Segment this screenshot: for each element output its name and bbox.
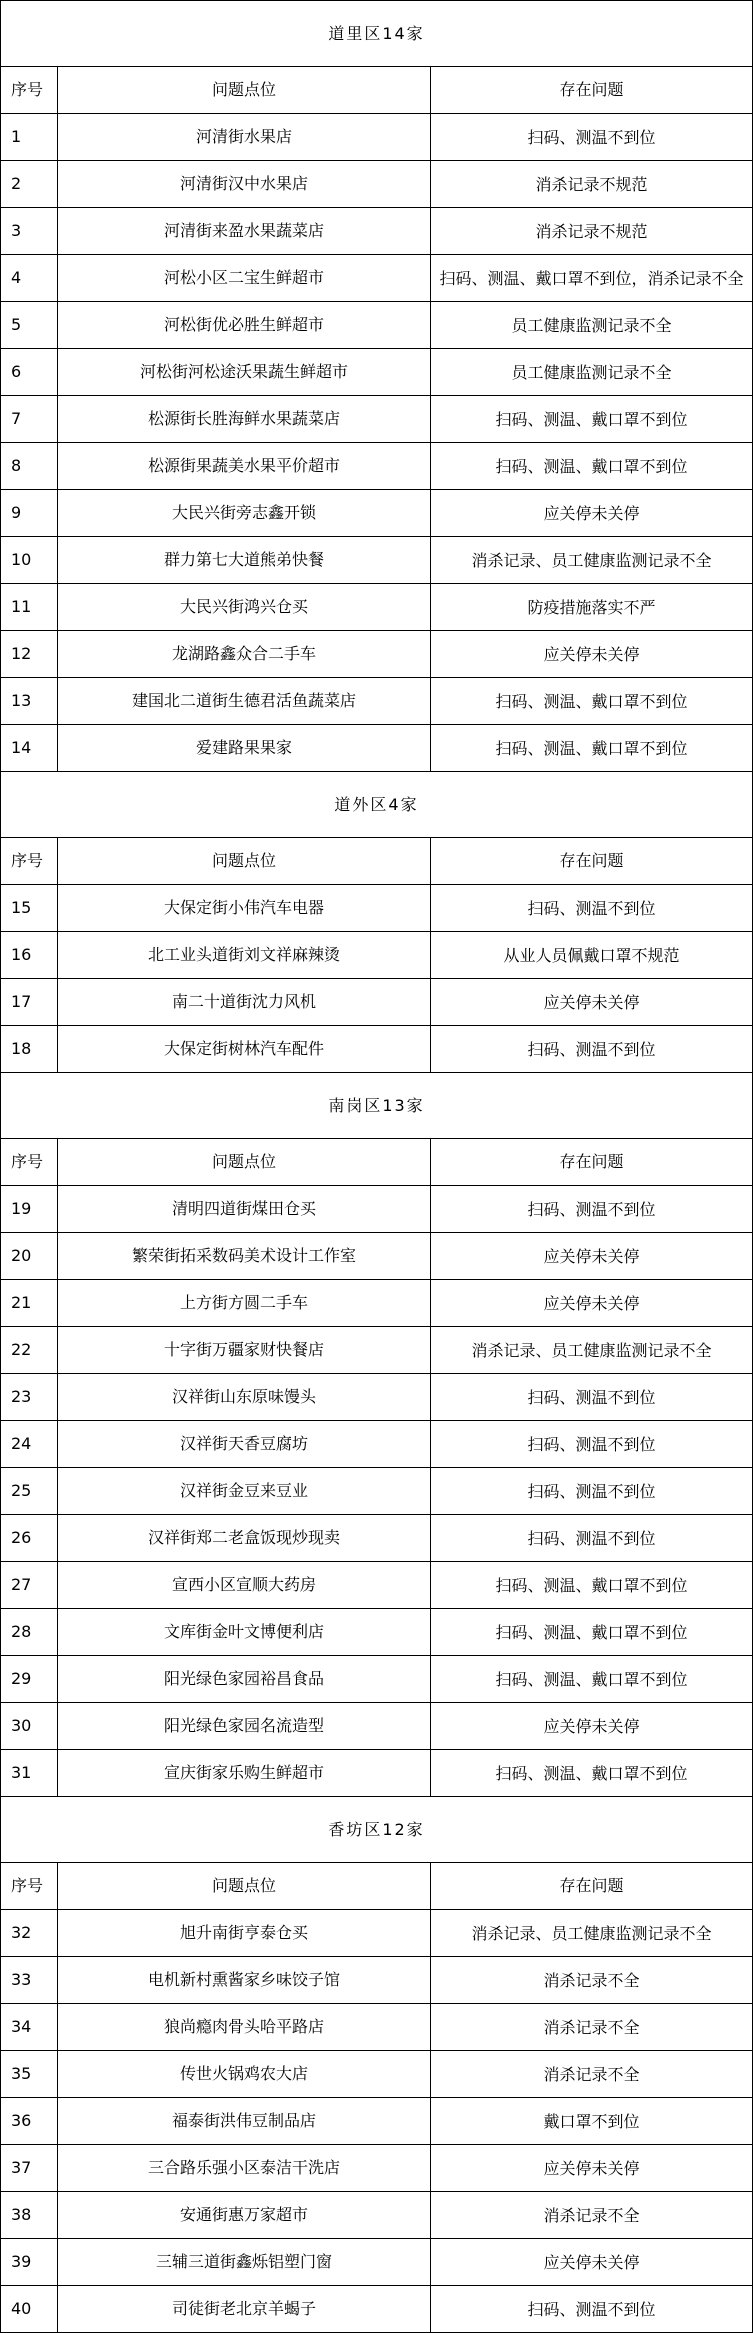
header-issue: 存在问题 [431,1139,753,1186]
table-row [1,1703,753,1750]
row-number: 27 [1,1562,58,1609]
table-row [1,1910,753,1957]
row-issue: 扫码、测温、戴口罩不到位 [431,1609,753,1656]
table-row [1,537,753,584]
row-number: 35 [1,2051,58,2098]
row-issue: 应关停未关停 [431,2239,753,2286]
row-location: 宣庆街家乐购生鲜超市 [58,1750,431,1797]
row-location: 大保定街小伟汽车电器 [58,885,431,932]
row-issue: 消杀记录、员工健康监测记录不全 [431,537,753,584]
row-number: 32 [1,1910,58,1957]
row-number: 2 [1,161,58,208]
table-header-row [1,1863,753,1910]
table-row [1,885,753,932]
row-location: 上方街方圆二手车 [58,1280,431,1327]
row-number: 38 [1,2192,58,2239]
table-row [1,1656,753,1703]
row-location: 司徒街老北京羊蝎子 [58,2286,431,2333]
table-row [1,1750,753,1797]
row-location: 汉祥街天香豆腐坊 [58,1421,431,1468]
header-seq: 序号 [1,1863,58,1910]
row-issue: 扫码、测温、戴口罩不到位 [431,678,753,725]
row-location: 大保定街树林汽车配件 [58,1026,431,1073]
row-number: 7 [1,396,58,443]
row-issue: 消杀记录不全 [431,2051,753,2098]
table-row [1,302,753,349]
row-number: 30 [1,1703,58,1750]
row-issue: 消杀记录、员工健康监测记录不全 [431,1910,753,1957]
row-location: 大民兴街鸿兴仓买 [58,584,431,631]
row-location: 阳光绿色家园裕昌食品 [58,1656,431,1703]
row-issue: 员工健康监测记录不全 [431,302,753,349]
row-issue: 消杀记录不全 [431,1957,753,2004]
header-location: 问题点位 [58,1139,431,1186]
table-row [1,114,753,161]
row-location: 河松小区二宝生鲜超市 [58,255,431,302]
row-location: 河清街水果店 [58,114,431,161]
row-issue: 扫码、测温、戴口罩不到位 [431,725,753,772]
row-issue: 扫码、测温不到位 [431,1468,753,1515]
table-row [1,396,753,443]
row-location: 龙湖路鑫众合二手车 [58,631,431,678]
row-issue: 应关停未关停 [431,1233,753,1280]
row-issue: 扫码、测温、戴口罩不到位 [431,1562,753,1609]
table-row [1,349,753,396]
row-issue: 扫码、测温、戴口罩不到位 [431,1656,753,1703]
row-number: 3 [1,208,58,255]
table-row [1,2145,753,2192]
section-title-row [1,772,753,838]
row-location: 传世火锅鸡农大店 [58,2051,431,2098]
row-issue: 应关停未关停 [431,490,753,537]
row-number: 10 [1,537,58,584]
row-issue: 扫码、测温、戴口罩不到位 [431,1750,753,1797]
row-number: 12 [1,631,58,678]
row-location: 三辅三道街鑫烁铝塑门窗 [58,2239,431,2286]
row-location: 河清街汉中水果店 [58,161,431,208]
row-number: 11 [1,584,58,631]
row-location: 汉祥街山东原味馒头 [58,1374,431,1421]
row-number: 4 [1,255,58,302]
row-location: 松源街长胜海鲜水果蔬菜店 [58,396,431,443]
row-number: 25 [1,1468,58,1515]
row-location: 汉祥街郑二老盒饭现炒现卖 [58,1515,431,1562]
row-number: 16 [1,932,58,979]
row-issue: 扫码、测温不到位 [431,1421,753,1468]
row-issue: 应关停未关停 [431,631,753,678]
row-number: 13 [1,678,58,725]
table-row [1,208,753,255]
row-number: 23 [1,1374,58,1421]
row-issue: 应关停未关停 [431,1703,753,1750]
header-location: 问题点位 [58,838,431,885]
section-title-row [1,1,753,67]
row-issue: 应关停未关停 [431,2145,753,2192]
row-location: 福泰街洪伟豆制品店 [58,2098,431,2145]
table-row [1,443,753,490]
table-row [1,1957,753,2004]
row-number: 1 [1,114,58,161]
row-number: 14 [1,725,58,772]
row-location: 群力第七大道熊弟快餐 [58,537,431,584]
table-row [1,1327,753,1374]
section-title: 南岗区13家 [1,1073,753,1139]
table-row [1,490,753,537]
row-location: 松源街果蔬美水果平价超市 [58,443,431,490]
header-location: 问题点位 [58,67,431,114]
header-seq: 序号 [1,838,58,885]
row-issue: 防疫措施落实不严 [431,584,753,631]
row-number: 5 [1,302,58,349]
row-number: 19 [1,1186,58,1233]
row-number: 34 [1,2004,58,2051]
row-location: 阳光绿色家园名流造型 [58,1703,431,1750]
row-number: 31 [1,1750,58,1797]
row-issue: 消杀记录不规范 [431,161,753,208]
table-row [1,1468,753,1515]
row-number: 24 [1,1421,58,1468]
row-issue: 戴口罩不到位 [431,2098,753,2145]
row-location: 狼尚瘾肉骨头哈平路店 [58,2004,431,2051]
row-number: 36 [1,2098,58,2145]
table-row [1,161,753,208]
row-number: 40 [1,2286,58,2333]
row-location: 三合路乐强小区泰洁干洗店 [58,2145,431,2192]
row-issue: 消杀记录不规范 [431,208,753,255]
table-header-row [1,838,753,885]
row-location: 河清街来盈水果蔬菜店 [58,208,431,255]
row-issue: 扫码、测温、戴口罩不到位 [431,443,753,490]
row-location: 宣西小区宣顺大药房 [58,1562,431,1609]
table-row [1,1233,753,1280]
row-location: 大民兴街旁志鑫开锁 [58,490,431,537]
row-issue: 应关停未关停 [431,1280,753,1327]
row-location: 南二十道街沈力风机 [58,979,431,1026]
table-header-row [1,1139,753,1186]
table-row [1,979,753,1026]
table-row [1,1186,753,1233]
row-number: 9 [1,490,58,537]
row-issue: 消杀记录、员工健康监测记录不全 [431,1327,753,1374]
section-title: 道里区14家 [1,1,753,67]
table-row [1,2192,753,2239]
row-issue: 消杀记录不全 [431,2004,753,2051]
row-location: 河松街河松途沃果蔬生鲜超市 [58,349,431,396]
row-location: 建国北二道街生德君活鱼蔬菜店 [58,678,431,725]
table-row [1,932,753,979]
table-row [1,584,753,631]
row-number: 39 [1,2239,58,2286]
table-row [1,2051,753,2098]
row-location: 电机新村熏酱家乡味饺子馆 [58,1957,431,2004]
table-row [1,1562,753,1609]
row-location: 十字街万疆家财快餐店 [58,1327,431,1374]
row-number: 15 [1,885,58,932]
row-issue: 扫码、测温不到位 [431,114,753,161]
row-location: 清明四道街煤田仓买 [58,1186,431,1233]
row-number: 22 [1,1327,58,1374]
row-number: 29 [1,1656,58,1703]
row-location: 北工业头道街刘文祥麻辣烫 [58,932,431,979]
row-issue: 扫码、测温、戴口罩不到位 [431,396,753,443]
row-number: 20 [1,1233,58,1280]
header-seq: 序号 [1,1139,58,1186]
header-seq: 序号 [1,67,58,114]
row-number: 6 [1,349,58,396]
row-location: 河松街优必胜生鲜超市 [58,302,431,349]
row-issue: 扫码、测温不到位 [431,1515,753,1562]
row-issue: 扫码、测温不到位 [431,1026,753,1073]
table-header-row [1,67,753,114]
table-row [1,2004,753,2051]
row-number: 18 [1,1026,58,1073]
row-location: 汉祥街金豆来豆业 [58,1468,431,1515]
row-location: 旭升南街亨泰仓买 [58,1910,431,1957]
section-title-row [1,1797,753,1863]
row-number: 8 [1,443,58,490]
table-row [1,1515,753,1562]
row-issue: 消杀记录不全 [431,2192,753,2239]
row-number: 33 [1,1957,58,2004]
section-title: 香坊区12家 [1,1797,753,1863]
row-location: 安通街惠万家超市 [58,2192,431,2239]
table-row [1,678,753,725]
row-issue: 扫码、测温不到位 [431,1186,753,1233]
row-number: 28 [1,1609,58,1656]
row-number: 26 [1,1515,58,1562]
header-location: 问题点位 [58,1863,431,1910]
table-row [1,2286,753,2333]
row-number: 37 [1,2145,58,2192]
header-issue: 存在问题 [431,67,753,114]
row-number: 17 [1,979,58,1026]
header-issue: 存在问题 [431,1863,753,1910]
row-issue: 应关停未关停 [431,979,753,1026]
row-issue: 扫码、测温不到位 [431,1374,753,1421]
row-issue: 扫码、测温不到位 [431,885,753,932]
table-row [1,255,753,302]
row-location: 爱建路果果家 [58,725,431,772]
table-row [1,631,753,678]
row-issue: 从业人员佩戴口罩不规范 [431,932,753,979]
table-row [1,1026,753,1073]
table-row [1,725,753,772]
section-title-row [1,1073,753,1139]
row-number: 21 [1,1280,58,1327]
row-location: 繁荣街拓采数码美术设计工作室 [58,1233,431,1280]
table-row [1,2098,753,2145]
row-issue: 扫码、测温不到位 [431,2286,753,2333]
table-row [1,1421,753,1468]
row-issue: 扫码、测温、戴口罩不到位，消杀记录不全 [431,255,753,302]
section-title: 道外区4家 [1,772,753,838]
table-row [1,2239,753,2286]
row-issue: 员工健康监测记录不全 [431,349,753,396]
header-issue: 存在问题 [431,838,753,885]
inspection-table-body [1,1,753,2333]
row-location: 文库街金叶文博便利店 [58,1609,431,1656]
table-row [1,1280,753,1327]
table-row [1,1609,753,1656]
table-row [1,1374,753,1421]
